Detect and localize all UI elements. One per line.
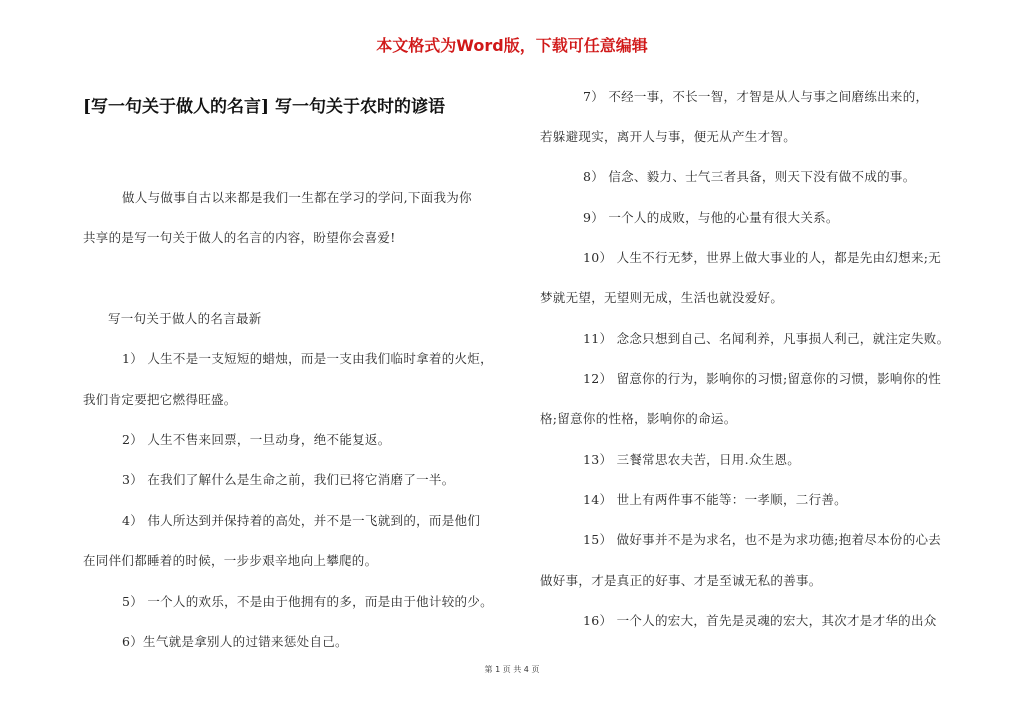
- right-line: 梦就无望，无望则无成，生活也就没爱好。: [540, 290, 784, 305]
- right-line: 13） 三餐常思农夫苦，日用.众生恩。: [583, 452, 801, 467]
- left-line: 在同伴们都睡着的时候，一步步艰辛地向上攀爬的。: [83, 553, 378, 568]
- left-line: 做人与做事自古以来都是我们一生都在学习的学问,下面我为你: [122, 190, 472, 205]
- left-line: 我们肯定要把它燃得旺盛。: [83, 392, 237, 407]
- right-line: 11） 念念只想到自己、名闻利养，凡事损人利己，就注定失败。: [583, 331, 950, 346]
- document-title: [写一句关于做人的名言] 写一句关于农时的谚语: [83, 97, 446, 117]
- left-line: 6）生气就是拿别人的过错来惩处自己。: [122, 634, 348, 649]
- right-line: 做好事，才是真正的好事、才是至诚无私的善事。: [540, 573, 822, 588]
- edit-banner: 本文格式为Word版，下载可任意编辑: [376, 36, 648, 55]
- page-footer: 第 1 页 共 4 页: [484, 665, 540, 674]
- left-line: 共享的是写一句关于做人的名言的内容，盼望你会喜爱!: [83, 230, 396, 245]
- right-line: 9） 一个人的成败，与他的心量有很大关系。: [583, 210, 839, 225]
- section-heading: 写一句关于做人的名言最新: [108, 311, 262, 326]
- left-line: 3） 在我们了解什么是生命之前，我们已将它消磨了一半。: [122, 472, 455, 487]
- right-line: 8） 信念、毅力、士气三者具备，则天下没有做不成的事。: [583, 169, 916, 184]
- right-line: 7） 不经一事，不长一智，才智是从人与事之间磨练出来的，: [583, 89, 929, 104]
- left-line: 4） 伟人所达到并保持着的高处，并不是一飞就到的，而是他们: [122, 513, 481, 528]
- left-line: 1） 人生不是一支短短的蜡烛，而是一支由我们临时拿着的火炬，: [122, 351, 493, 366]
- right-line: 14） 世上有两件事不能等：一孝顺，二行善。: [583, 492, 847, 507]
- right-line: 格;留意你的性格，影响你的命运。: [540, 411, 737, 426]
- right-line: 若躲避现实，离开人与事，便无从产生才智。: [540, 129, 797, 144]
- left-line: 2） 人生不售来回票，一旦动身，绝不能复返。: [122, 432, 391, 447]
- right-line: 12） 留意你的行为，影响你的习惯;留意你的习惯，影响你的性: [583, 371, 942, 386]
- left-line: 5） 一个人的欢乐，不是由于他拥有的多，而是由于他计较的少。: [122, 594, 493, 609]
- right-line: 10） 人生不行无梦，世界上做大事业的人，都是先由幻想来;无: [583, 250, 942, 265]
- right-line: 15） 做好事并不是为求名，也不是为求功德;抱着尽本份的心去: [583, 532, 942, 547]
- right-line: 16） 一个人的宏大，首先是灵魂的宏大，其次才是才华的出众: [583, 613, 937, 628]
